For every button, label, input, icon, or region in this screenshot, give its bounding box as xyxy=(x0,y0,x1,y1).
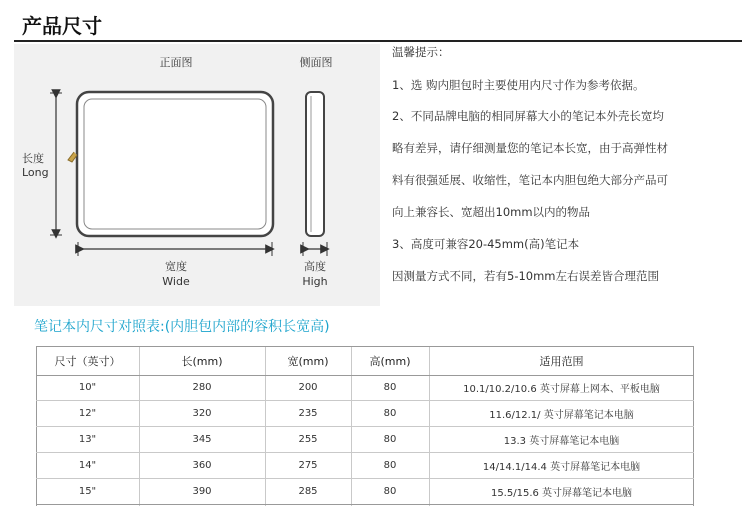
table-cell: 285 xyxy=(298,486,318,497)
table-cell: 80 xyxy=(383,486,397,497)
table-cell: 80 xyxy=(383,434,397,445)
title-divider xyxy=(14,40,742,42)
column-header: 长(mm) xyxy=(181,355,223,368)
table-cell: 280 xyxy=(192,382,212,393)
table-cell: 80 xyxy=(383,382,397,393)
size-diagram xyxy=(14,44,380,306)
length-label-cn: 长度 xyxy=(22,152,44,165)
length-label-en: Long xyxy=(22,166,49,179)
side-view-sleeve xyxy=(306,92,324,236)
table-cell: 80 xyxy=(383,460,397,471)
column-header: 适用范围 xyxy=(539,355,584,368)
tips-line: 向上兼容长、宽超出10mm以内的物品 xyxy=(392,205,591,219)
table-cell: 10" xyxy=(78,382,97,393)
tips-line: 3、高度可兼容20-45mm(高)笔记本 xyxy=(392,237,580,251)
table-cell: 320 xyxy=(192,408,212,419)
tips-heading: 温馨提示： xyxy=(392,45,450,59)
table-cell: 360 xyxy=(192,460,212,471)
table-cell: 80 xyxy=(383,408,397,419)
tips-line: 料有很强延展、收缩性，笔记本内胆包绝大部分产品可 xyxy=(392,173,668,187)
table-row xyxy=(36,401,694,427)
table-cell: 345 xyxy=(192,434,212,445)
table-cell: 10.1/10.2/10.6 英寸屏幕上网本、平板电脑 xyxy=(463,384,660,395)
tips-line: 略有差异，请仔细测量您的笔记本长宽，由于高弹性材 xyxy=(392,141,668,155)
column-header: 尺寸（英寸） xyxy=(54,355,121,368)
height-label-en: High xyxy=(302,275,328,288)
front-view-label: 正面图 xyxy=(159,56,193,69)
table-cell: 14/14.1/14.4 英寸屏幕笔记本电脑 xyxy=(482,462,641,473)
table-row xyxy=(36,453,694,479)
tips-line: 因测量方式不同，若有5-10mm左右误差皆合理范围 xyxy=(392,269,660,283)
table-cell: 15.5/15.6 英寸屏幕笔记本电脑 xyxy=(490,488,633,499)
column-header: 高(mm) xyxy=(369,355,411,368)
table-cell: 200 xyxy=(298,382,318,393)
column-header: 宽(mm) xyxy=(287,355,329,368)
front-view-sleeve xyxy=(77,92,273,236)
table-caption: 笔记本内尺寸对照表:(内胆包内部的容积长宽高) xyxy=(34,319,330,335)
table-cell: 12" xyxy=(78,408,97,419)
tips-line: 2、不同品牌电脑的相同屏幕大小的笔记本外壳长宽均 xyxy=(392,109,664,123)
table-cell: 15" xyxy=(78,486,97,497)
table-row xyxy=(36,375,694,401)
page-title: 产品尺寸 xyxy=(22,14,102,38)
table-cell: 390 xyxy=(192,486,212,497)
height-label-cn: 高度 xyxy=(304,260,326,273)
table-cell: 13" xyxy=(78,434,97,445)
table-header-row xyxy=(36,346,694,376)
table-cell: 13.3 英寸屏幕笔记本电脑 xyxy=(503,436,620,447)
table-cell: 275 xyxy=(298,460,318,471)
diagram-drawing xyxy=(14,44,380,306)
table-cell: 11.6/12.1/ 英寸屏幕笔记本电脑 xyxy=(489,410,634,421)
width-label-cn: 宽度 xyxy=(165,260,187,273)
zipper-pull-icon xyxy=(68,152,77,162)
table-cell: 235 xyxy=(298,408,318,419)
table-row xyxy=(36,479,694,505)
table-row xyxy=(36,427,694,453)
size-table xyxy=(36,346,694,506)
width-label-en: Wide xyxy=(162,275,190,288)
table-cell: 14" xyxy=(78,460,97,471)
table-cell: 255 xyxy=(298,434,318,445)
tips-line: 1、选 购内胆包时主要使用内尺寸作为参考依据。 xyxy=(392,78,645,92)
side-view-label: 侧面图 xyxy=(299,56,333,69)
